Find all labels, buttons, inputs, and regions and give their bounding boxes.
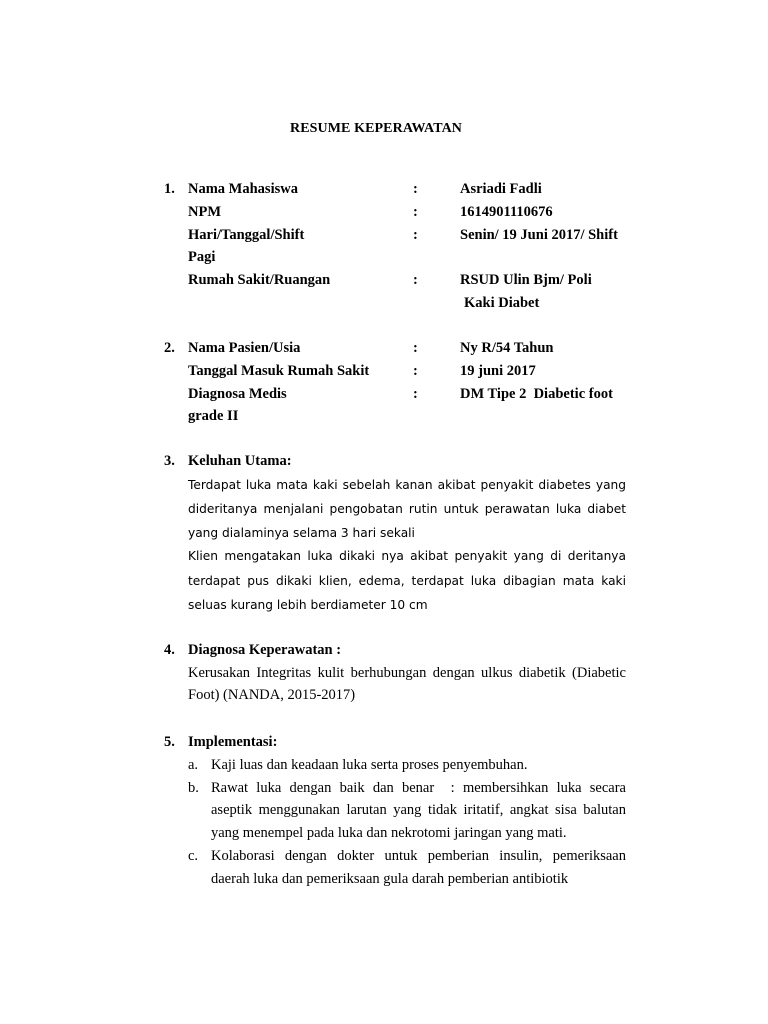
list-item-text: yang menempel pada luka dan nekrotomi jaringan yang mati. <box>211 825 567 841</box>
field-colon: : <box>413 181 418 197</box>
field-value-nama-pasien-usia: Ny R/54 Tahun <box>460 340 554 356</box>
field-label-nama-pasien-usia: Nama Pasien/Usia <box>188 340 301 356</box>
field-value-nama-mahasiswa: Asriadi Fadli <box>460 181 542 197</box>
paragraph-line: Terdapat luka mata kaki sebelah kanan akibat penyakit diabetes yang <box>188 478 626 492</box>
field-label-diagnosa-medis: Diagnosa Medis <box>188 386 287 402</box>
list-item-letter: b. <box>188 780 199 796</box>
section-number: 4. <box>164 642 175 658</box>
field-value-hari-tanggal-shift: Senin/ 19 Juni 2017/ Shift <box>460 227 618 243</box>
list-item-letter: c. <box>188 848 199 864</box>
field-colon: : <box>413 204 418 220</box>
field-value-rumah-sakit-ruangan: RSUD Ulin Bjm/ Poli <box>460 272 592 288</box>
field-value-diagnosa-continuation: grade II <box>188 408 239 424</box>
paragraph-line: Kerusakan Integritas kulit berhubungan dengan ulkus diabetik (Diabetic <box>188 665 626 681</box>
field-colon: : <box>413 340 418 356</box>
section-number: 5. <box>164 734 175 750</box>
section-heading: Implementasi: <box>188 734 278 750</box>
page-title: RESUME KEPERAWATAN <box>290 121 463 136</box>
paragraph-line: Klien mengatakan luka dikaki nya akibat penyakit yang di deritanya <box>188 549 626 563</box>
list-item-text: aseptik menggunakan larutan yang tidak iritatif, angkat sisa balutan <box>211 802 626 818</box>
field-label-npm: NPM <box>188 204 222 220</box>
section-number: 1. <box>164 181 175 197</box>
field-value-npm: 1614901110676 <box>460 204 553 220</box>
paragraph-line: yang dialaminya selama 3 hari sekali <box>188 526 415 540</box>
field-colon: : <box>413 386 418 402</box>
list-item-text: daerah luka dan pemeriksaan gula darah pemberian antibiotik <box>211 871 569 887</box>
field-colon: : <box>413 272 418 288</box>
section-number: 3. <box>164 453 175 469</box>
field-label-nama-mahasiswa: Nama Mahasiswa <box>188 181 298 197</box>
list-item-letter: a. <box>188 757 199 773</box>
field-value-diagnosa-medis: DM Tipe 2 Diabetic foot <box>460 386 613 402</box>
field-colon: : <box>413 363 418 379</box>
field-label-rumah-sakit-ruangan: Rumah Sakit/Ruangan <box>188 272 331 288</box>
paragraph-line: seluas kurang lebih berdiameter 10 cm <box>188 598 428 612</box>
paragraph-line: dideritanya menjalani pengobatan rutin untuk perawatan luka diabet <box>188 502 626 516</box>
section-heading: Diagnosa Keperawatan : <box>188 642 342 658</box>
list-item-text: Kaji luas dan keadaan luka serta proses penyembuhan. <box>211 757 528 773</box>
list-item-text: Rawat luka dengan baik dan benar : membersihkan luka secara <box>211 780 626 796</box>
section-heading: Keluhan Utama: <box>188 453 292 469</box>
field-colon: : <box>413 227 418 243</box>
section-number: 2. <box>164 340 175 356</box>
paragraph-line: Foot) (NANDA, 2015-2017) <box>188 687 356 703</box>
paragraph-line: terdapat pus dikaki klien, edema, terdapat luka dibagian mata kaki <box>188 574 626 588</box>
list-item-text: Kolaborasi dengan dokter untuk pemberian insulin, pemeriksaan <box>211 848 626 864</box>
field-label-hari-tanggal-shift: Hari/Tanggal/Shift <box>188 227 305 243</box>
field-value-shift-continuation: Pagi <box>188 249 216 265</box>
field-value-tanggal-masuk: 19 juni 2017 <box>460 363 536 379</box>
field-label-tanggal-masuk: Tanggal Masuk Rumah Sakit <box>188 363 370 379</box>
field-value-ruangan-continuation: Kaki Diabet <box>464 295 540 311</box>
